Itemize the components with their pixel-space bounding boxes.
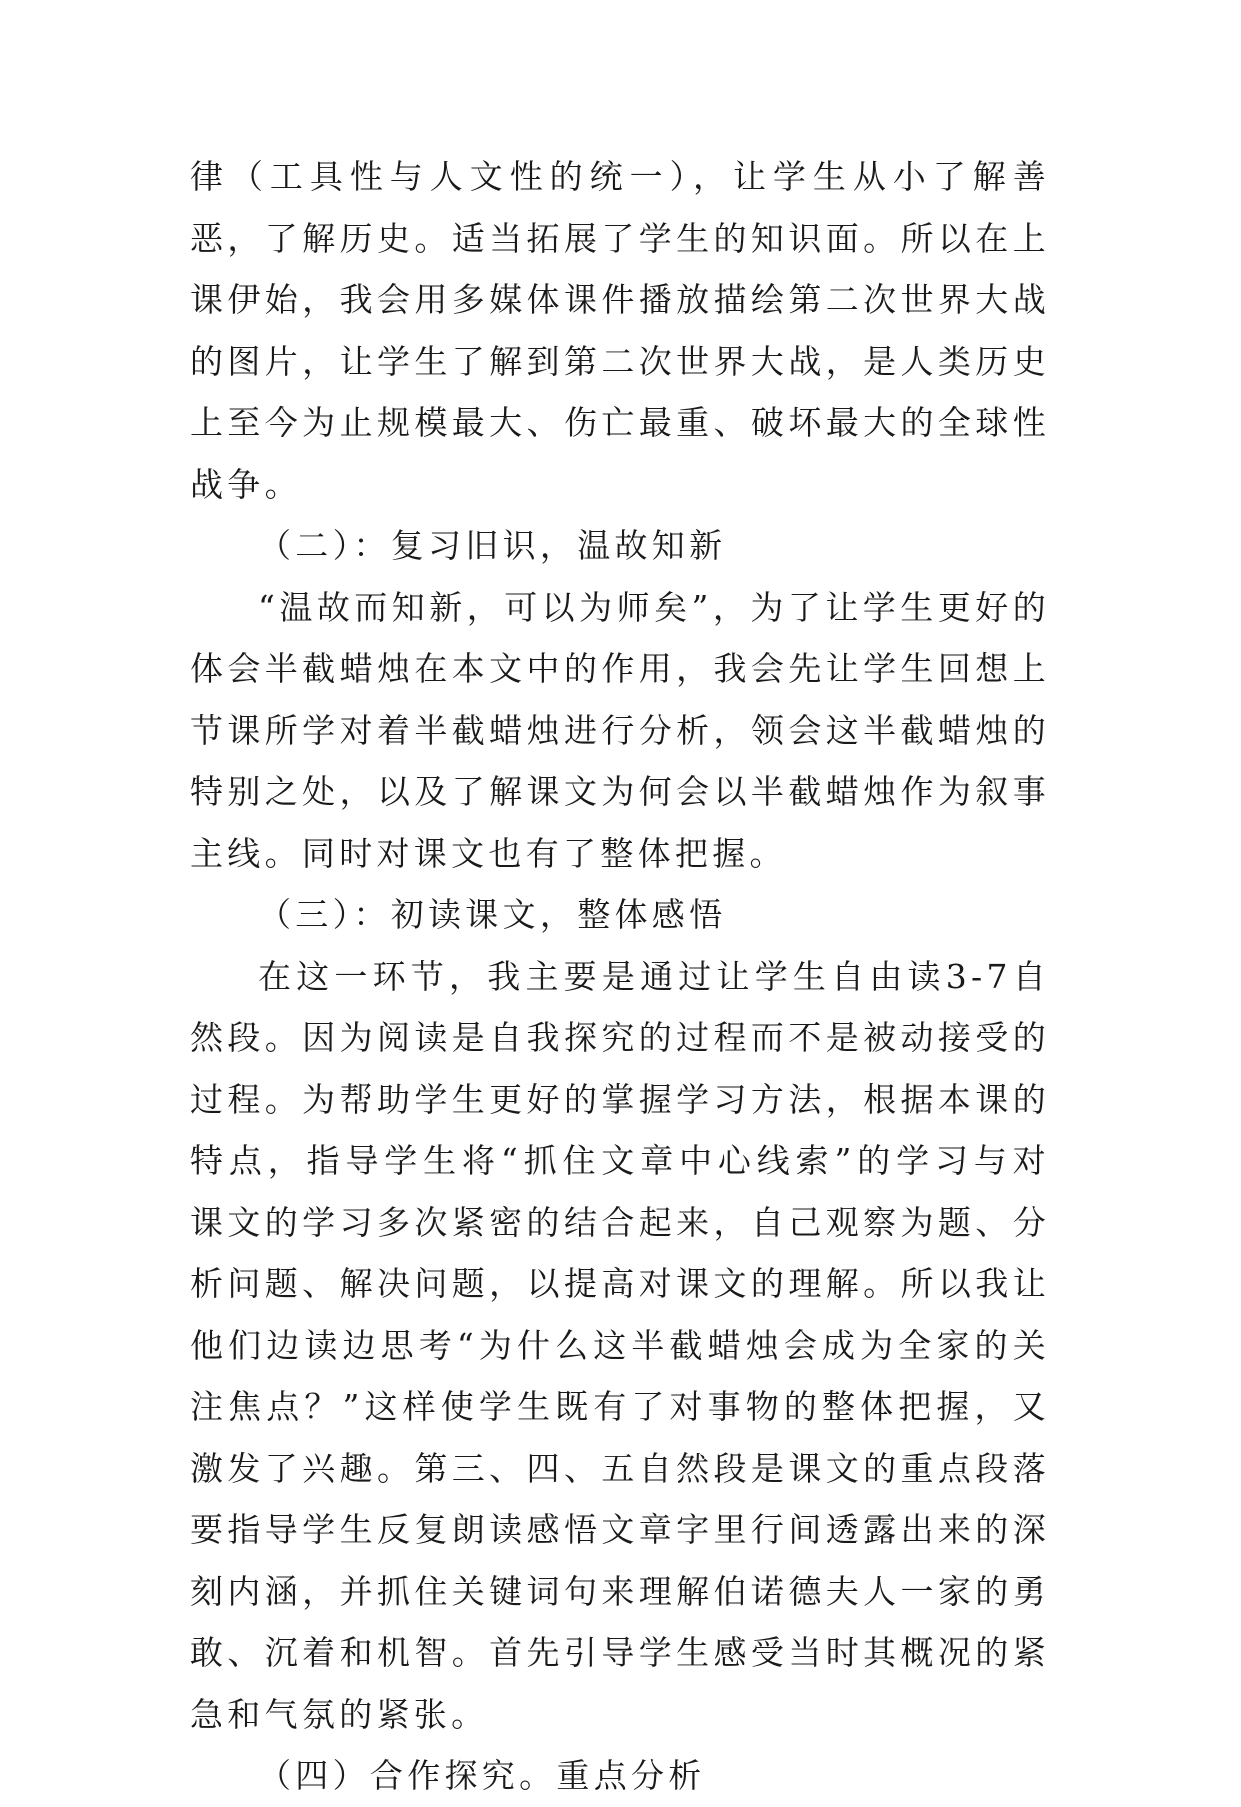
section-heading-first-reading: （三）：初读课文，整体感悟 — [258, 895, 727, 934]
paragraph-review: “温故而知新，可以为师矣”，为了让学生更好的体会半截蜡烛在本文中的作用，我会先让学生回想上节课所学对着半截蜡烛进行分析，领会这半截蜡烛的特别之处，以及了解课文为何会以半截蜡烛作为叙事主线。同时对课文也有了整体把握。 — [190, 587, 1050, 873]
document-body — [190, 146, 1050, 1807]
paragraph-continuation: 律（工具性与人文性的统一），让学生从小了解善恶，了解历史。适当拓展了学生的知识面。所以在上课伊始，我会用多媒体课件播放描绘第二次世界大战的图片，让学生了解到第二次世界大战，是人类历史上至今为止规模最大、伤亡最重、破坏最大的全球性战争。 — [190, 157, 1050, 504]
section-heading-cooperative-inquiry: （四）合作探究。重点分析 — [258, 1756, 706, 1795]
paragraph-first-reading: 在这一环节，我主要是通过让学生自由读3-7自然段。因为阅读是自我探究的过程而不是被动接受的过程。为帮助学生更好的掌握学习方法，根据本课的特点，指导学生将“抓住文章中心线索”的学习与对课文的学习多次紧密的结合起来，自己观察为题、分析问题、解决问题，以提高对课文的理解。所以我让他们边读边思考“为什么这半截蜡烛会成为全家的关注焦点？”这样使学生既有了对事物的整体把握，又激发了兴趣。第三、四、五自然段是课文的重点段落要指导学生反复朗读感悟文章字里行间透露出来的深刻内涵，并抓住关键词句来理解伯诺德夫人一家的勇敢、沉着和机智。首先引导学生感受当时其概况的紧急和气氛的紧张。 — [190, 956, 1050, 1734]
section-heading-review: （二）：复习旧识，温故知新 — [258, 526, 727, 565]
